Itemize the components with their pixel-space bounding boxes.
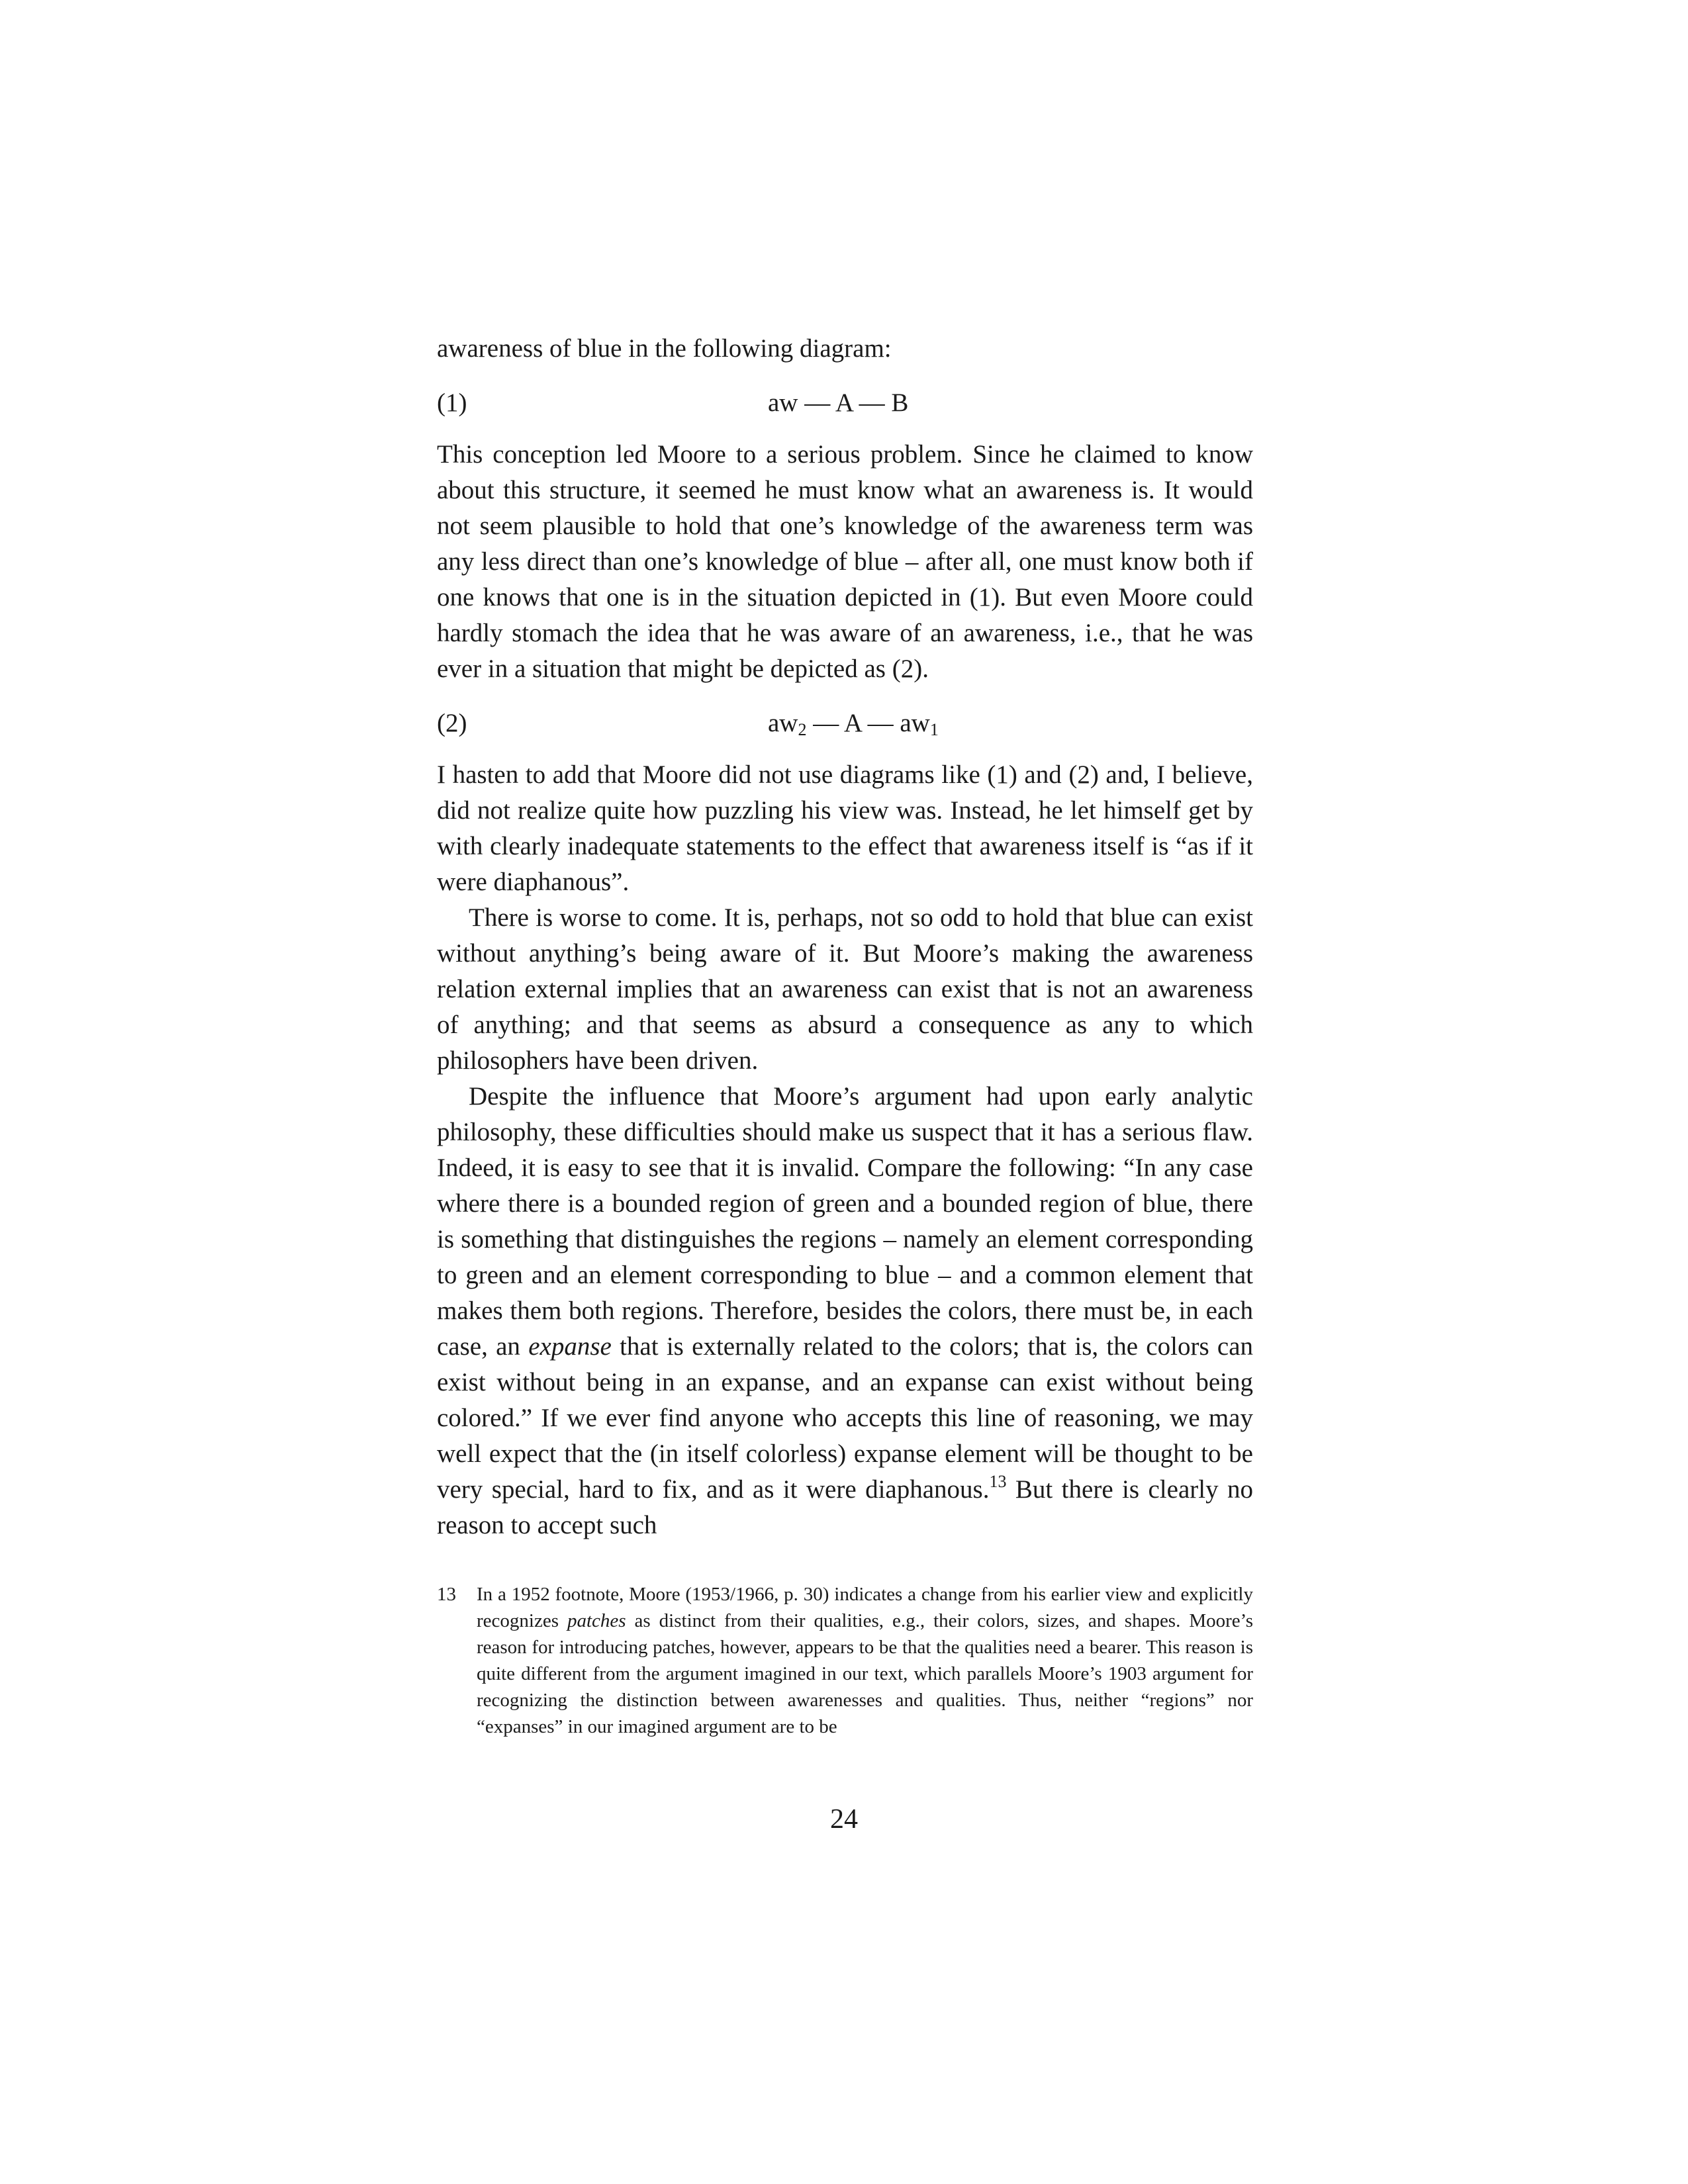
paragraph-1: This conception led Moore to a serious problem. Since he claimed to know about this structure, it seemed he must know what an awareness is. It would not seem plausible to hold that one’s knowledge of the awareness term was any less direct than one’s knowledge of blue – after all, one must know both if one knows that one is in the situation depicted in (1). But even Moore could hardly stomach the idea that he was aware of an awareness, i.e., that he was ever in a situation that might be depicted as (2). xyxy=(437,440,1253,683)
footnote-text-part-b: as distinct from their qualities, e.g., their colors, sizes, and shapes. Moore’s reason for introducing patches, however, appears to be that the qualities need a bearer. This reason is quite different from the argument imagined in our text, which parallels Moore’s 1903 argument for recognizing the distinction between awarenesses and qualities. Thus, neither “regions” nor “expanses” in our imagined argument are to be xyxy=(477,1610,1253,1737)
page-number: 24 xyxy=(830,1804,858,1835)
paragraph-4-part-c: But there is clearly no reason to accept such xyxy=(437,1475,1253,1539)
paragraph-3: There is worse to come. It is, perhaps, not so odd to hold that blue can exist without anything’s being aware of it. But Moore’s making the awareness relation external implies that an awareness can exist that is not an awareness of anything; and that seems as absurd a consequence as any to which philosophers have been driven. xyxy=(437,903,1253,1075)
footnote-number: 13 xyxy=(437,1584,456,1605)
paragraph-2: I hasten to add that Moore did not use diagrams like (1) and (2) and, I believe, did not realize quite how puzzling his view was. Instead, he let himself get by with clearly inadequate statements to the effect that awareness itself is “as if it were diaphanous”. xyxy=(437,760,1253,896)
diagram-2-left: aw xyxy=(768,709,798,737)
diagram-2-expression xyxy=(768,705,939,741)
diagram-1-expression: aw — A — B xyxy=(768,388,909,417)
footnote-13 xyxy=(437,1581,1253,1740)
intro-line: awareness of blue in the following diagram: xyxy=(437,334,892,363)
paragraph-4-part-a: Despite the influence that Moore’s argument had upon early analytic philosophy, these difficulties should make us suspect that it has a serious flaw. Indeed, it is easy to see that it is invalid. Compare the following: “In any case where there is a bounded region of green and a bounded region of blue, there is something that distinguishes the regions – namely an element corresponding to green and an element corresponding to blue – and a common element that makes them both regions. Therefore, besides the colors, there must be, in each case, an xyxy=(437,1082,1253,1361)
paragraph-4-emphasis: expanse xyxy=(528,1332,612,1361)
footnote-text-part-a: In a 1952 footnote, Moore (1953/1966, p. 30) indicates a change from his earlier view and explicitly recognizes xyxy=(477,1584,1253,1631)
main-text xyxy=(437,331,1253,1543)
diagram-2-number: (2) xyxy=(437,709,467,737)
diagram-2 xyxy=(437,705,1253,741)
diagram-2-middle: — A — xyxy=(806,709,900,737)
footnote-emphasis: patches xyxy=(567,1610,626,1631)
diagram-1-number: (1) xyxy=(437,388,467,417)
diagram-1 xyxy=(437,385,1253,421)
footnote-text xyxy=(477,1581,1253,1740)
diagram-2-left-subscript: 2 xyxy=(798,720,807,739)
paragraph-4-part-b: that is externally related to the colors; that is, the colors can exist without being in an expanse, and an expanse can exist without being colored.” If we ever find anyone who accepts this line of reasoning, we may well expect that the (in itself colorless) expanse element will be thought to be very special, hard to fix, and as it were diaphanous. xyxy=(437,1332,1254,1504)
footnote-ref-13: 13 xyxy=(989,1472,1007,1491)
paragraph-4 xyxy=(437,1079,1253,1543)
diagram-2-right: aw xyxy=(900,709,930,737)
diagram-2-right-subscript: 1 xyxy=(929,720,939,739)
